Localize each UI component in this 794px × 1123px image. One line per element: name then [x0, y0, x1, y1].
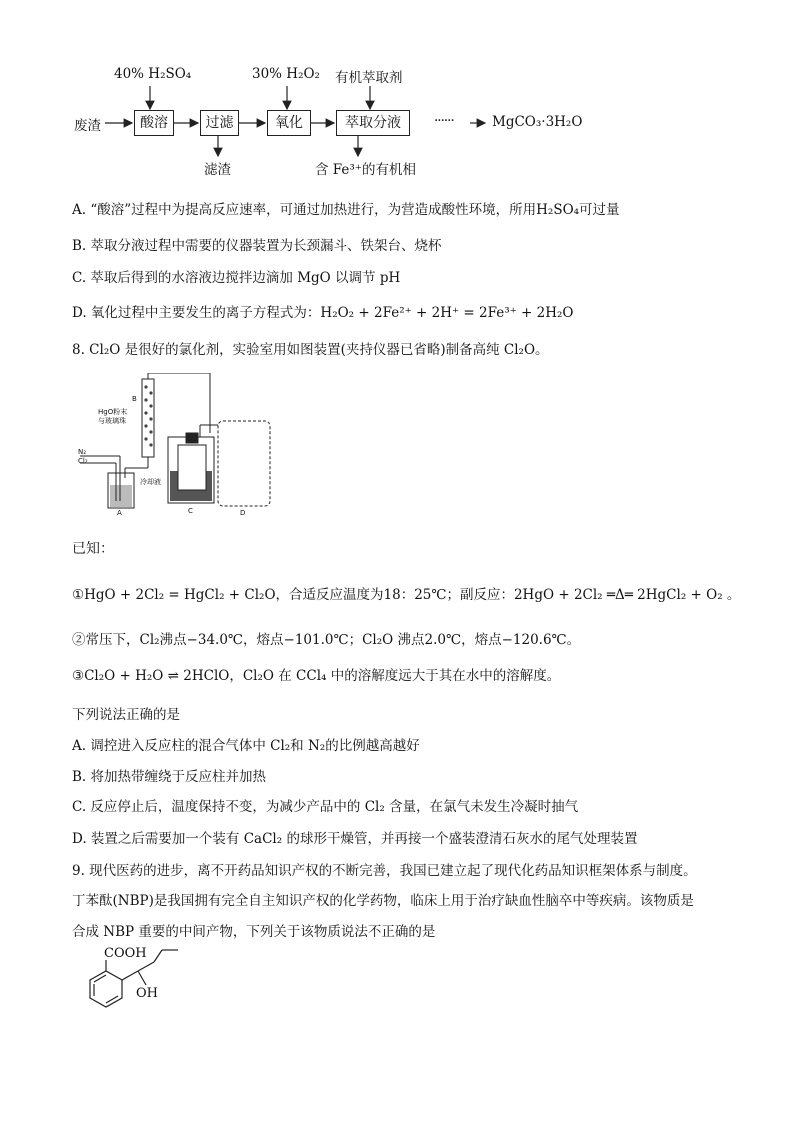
label-a: A [117, 509, 122, 517]
label-coolant: 冷却液 [140, 478, 161, 486]
label-c: C [188, 507, 193, 515]
q7-option-d: D. 氧化过程中主要发生的离子方程式为：H₂O₂ + 2Fe²⁺ + 2H⁺ = 2Fe³⁺ + 2H₂O [72, 305, 574, 321]
known-item-1: ①HgO + 2Cl₂ = HgCl₂ + Cl₂O，合适反应温度为18：25℃；副反应：2HgO + 2Cl₂ ═Δ═ 2HgCl₂ + O₂ 。 [72, 587, 741, 603]
step-oxidize: 氧化 [267, 110, 311, 136]
reagent-extractant: 有机萃取剂 [335, 70, 403, 86]
label-hgo: HgO粉末 [98, 408, 128, 416]
apparatus-drawing [80, 373, 280, 518]
q9-line-2: 丁苯酞(NBP)是我国拥有完全自主知识产权的化学药物，临床上用于治疗缺血性脑卒中等疾病。该物质是 [72, 893, 694, 909]
label-b: B [132, 395, 137, 403]
process-flowchart [60, 58, 620, 188]
chemical-structure [70, 948, 210, 1028]
waste-residue: 滤渣 [204, 162, 231, 178]
reagent-h2so4: 40% H₂SO₄ [114, 66, 192, 82]
step-acid-dissolve: 酸溶 [134, 110, 174, 136]
label-d: D [240, 509, 246, 517]
q7-option-a: A. “酸溶”过程中为提高反应速率，可通过加热进行，为营造成酸性环境，所用H₂SO₄可过量 [72, 202, 620, 218]
q8-option-d: D. 装置之后需要加一个装有 CaCl₂ 的球形干燥管，并再接一个盛装澄清石灰水的尾气处理装置 [72, 831, 638, 847]
q8-option-c: C. 反应停止后，温度保持不变，为减少产品中的 Cl₂ 含量，在氯气未发生冷凝时抽气 [72, 799, 579, 815]
label-oh: OH [136, 986, 158, 1001]
q7-option-b: B. 萃取分液过程中需要的仪器装置为长颈漏斗、铁架台、烧杯 [72, 238, 442, 254]
q9-line-1: 9. 现代医药的进步，离不开药品知识产权的不断完善，我国已建立起了现代化药品知识框架体系与制度。 [72, 863, 697, 879]
known-item-3: ③Cl₂O + H₂O ⇌ 2HClO，Cl₂O 在 CCl₄ 中的溶解度远大于其在水中的溶解度。 [72, 668, 561, 684]
label-cl2: Cl₂ [78, 457, 88, 465]
label-glass-beads: 与玻璃珠 [98, 417, 126, 425]
q8-stem: 8. Cl₂O 是很好的氯化剂，实验室用如图装置(夹持仪器已省略)制备高纯 Cl₂O。 [72, 342, 549, 358]
known-heading: 已知： [72, 541, 114, 557]
q9-line-3: 合成 NBP 重要的中间产物，下列关于该物质说法不正确的是 [72, 924, 436, 940]
waste-organic-phase: 含 Fe³⁺的有机相 [315, 162, 416, 178]
step-extraction: 萃取分液 [336, 110, 410, 136]
reagent-h2o2: 30% H₂O₂ [252, 66, 320, 82]
q8-option-b: B. 将加热带缠绕于反应柱并加热 [72, 769, 267, 785]
q7-option-c: C. 萃取后得到的水溶液边搅拌边滴加 MgO 以调节 pH [72, 270, 401, 286]
step-filter: 过滤 [200, 110, 239, 136]
input-waste: 废渣 [74, 118, 101, 134]
product-label: MgCO₃·3H₂O [492, 114, 583, 130]
apparatus-diagram [80, 373, 280, 518]
label-cooh: COOH [104, 946, 147, 961]
q8-ask: 下列说法正确的是 [72, 707, 180, 723]
flow-dots: ······ [434, 113, 454, 129]
label-n2: N₂ [78, 448, 87, 456]
q8-option-a: A. 调控进入反应柱的混合气体中 Cl₂和 N₂的比例越高越好 [72, 738, 420, 754]
known-item-2: ②常压下，Cl₂沸点−34.0℃，熔点−101.0℃；Cl₂O 沸点2.0℃，熔点−120.6℃。 [72, 632, 581, 648]
